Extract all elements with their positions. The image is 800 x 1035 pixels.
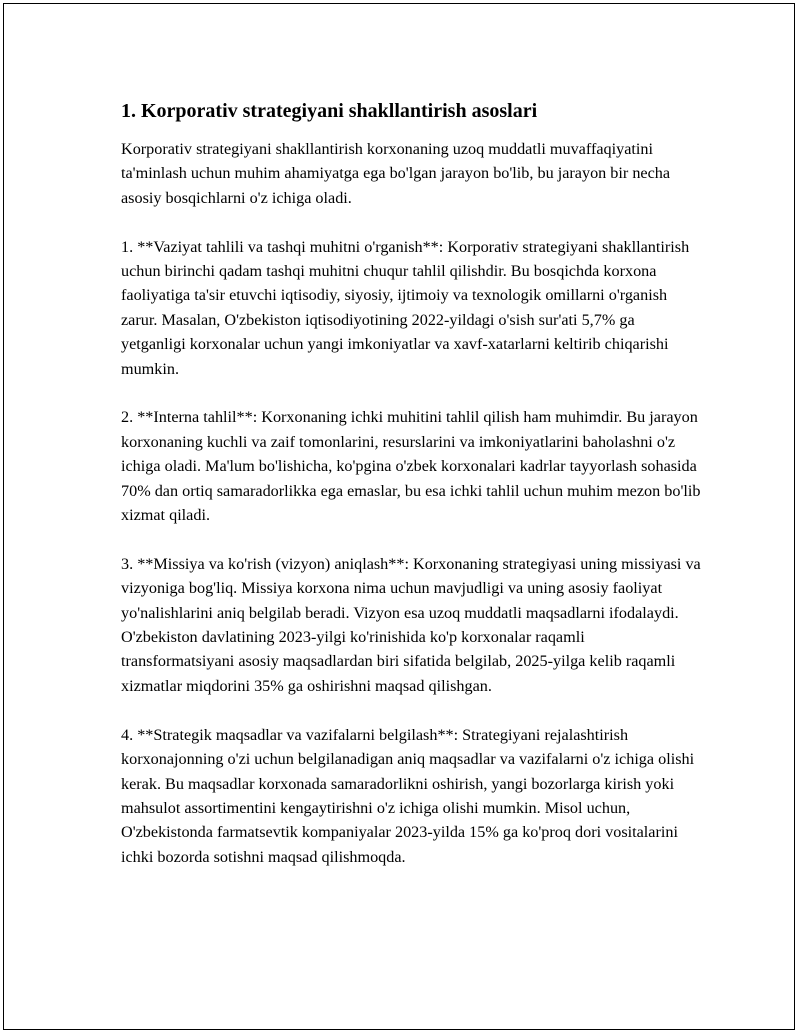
section-title: 1. Korporativ strategiyani shakllantirish asoslari [121, 100, 538, 122]
document-body [121, 98, 701, 869]
paragraph-mission-vision: 3. **Missiya va ko'rish (vizyon) aniqlash**: Korxonaning strategiyasi uning missiyasi va vizyoniga bog'liq. Missiya korxona nima uchun mavjudligi va uning asosiy faoliyat yo'nalishlarini aniq belgilab beradi. Vizyon esa uzoq muddatli maqsadlarni ifodalaydi. O'zbekiston davlatining 2023-yilgi ko'rinishida ko'p korxonalar raqamli transformatsiyani asosiy maqsadlardan biri sifatida belgilab, 2025-yilga kelib raqamli xizmatlar miqdorini 35% ga oshirishni maqsad qilishgan. [121, 554, 701, 695]
page-frame [3, 3, 795, 1030]
paragraph-internal-analysis: 2. **Interna tahlil**: Korxonaning ichki muhitini tahlil qilish ham muhimdir. Bu jarayon korxonaning kuchli va zaif tomonlarini, resurslarini va imkoniyatlarini baholashni o'z ichiga oladi. Ma'lum bo'lishicha, ko'pgina o'zbek korxonalari kadrlar tayyorlash sohasida 70% dan ortiq samaradorlikka ega emaslar, bu esa ichki tahlil uchun muhim mezon bo'lib xizmat qiladi. [121, 408, 701, 525]
intro-paragraph: Korporativ strategiyani shakllantirish korxonaning uzoq muddatli muvaffaqiyatini ta'minlash uchun muhim ahamiyatga ega bo'lgan jarayon bo'lib, bu jarayon bir necha asosiy bosqichlarni o'z ichiga oladi. [121, 140, 671, 207]
paragraph-situation-analysis: 1. **Vaziyat tahlili va tashqi muhitni o'rganish**: Korporativ strategiyani shakllantirish uchun birinchi qadam tashqi muhitni chuqur tahlil qilishdir. Bu bosqichda korxona faoliyatiga ta'sir etuvchi iqtisodiy, siyosiy, ijtimoiy va texnologik omillarni o'rganish zarur. Masalan, O'zbekiston iqtisodiyotining 2022-yildagi o'sish sur'ati 5,7% ga yetganligi korxonalar uchun yangi imkoniyatlar va xavf-xatarlarni keltirib chiqarishi mumkin. [121, 237, 690, 378]
paragraph-strategic-goals: 4. **Strategik maqsadlar va vazifalarni belgilash**: Strategiyani rejalashtirish korxonajonning o'zi uchun belgilanadigan aniq maqsadlar va vazifalarni o'z ichiga olishi kerak. Bu maqsadlar korxonada samaradorlikni oshirish, yangi bozorlarga kirish yoki mahsulot assortimentini kengaytirishni o'z ichiga olishi mumkin. Misol uchun, O'zbekistonda farmatsevtik kompaniyalar 2023-yilda 15% ga ko'proq dori vositalarini ichki bozorda sotishni maqsad qilishmoqda. [121, 725, 695, 866]
